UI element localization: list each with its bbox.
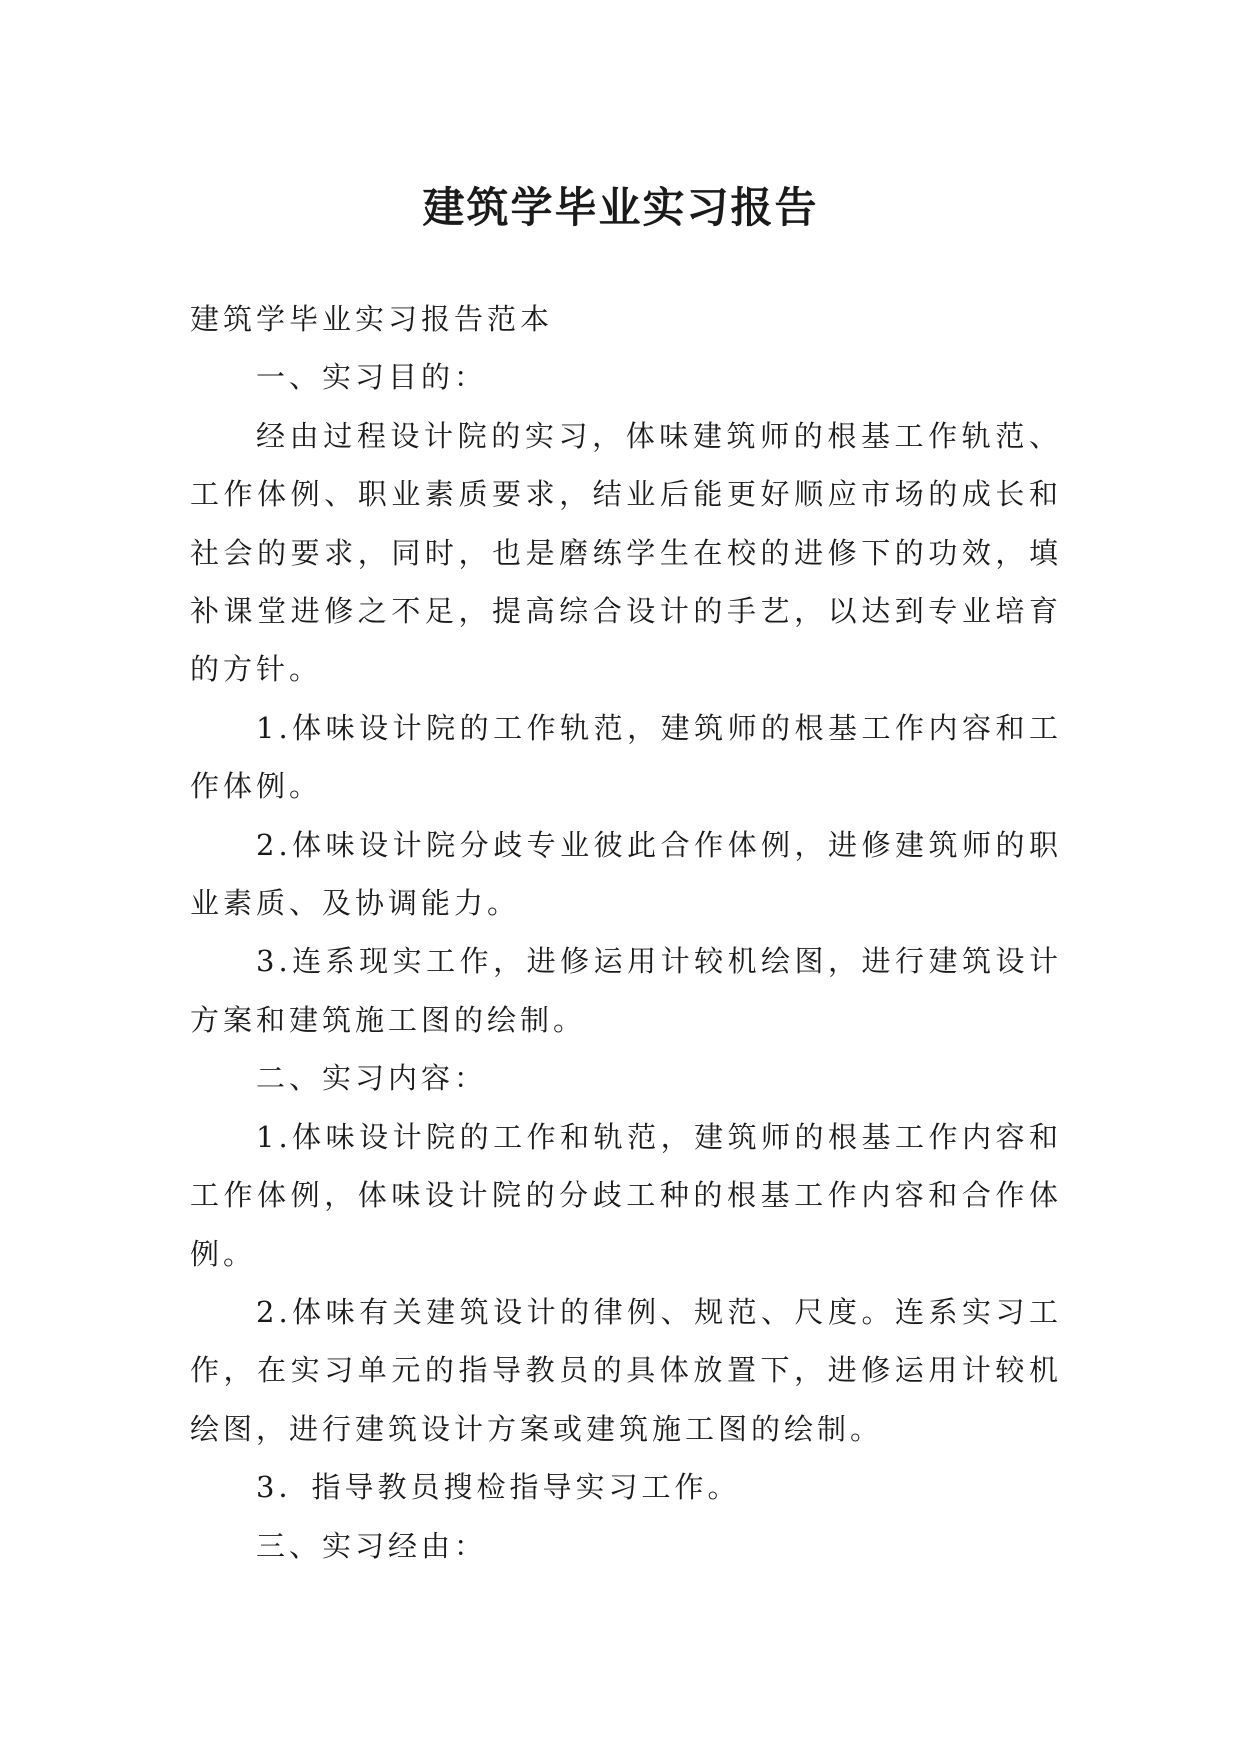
purpose-item-1: 1.体味设计院的工作轨范，建筑师的根基工作内容和工作体例。 — [190, 710, 1062, 804]
paragraph-purpose-intro: 经由过程设计院的实习，体味建筑师的根基工作轨范、工作体例、职业素质要求，结业后能更好顺应市场的成长和社会的要求，同时，也是磨练学生在校的进修下的功效，填补课堂进修之不足，提高综合设计的手艺，以达到专业培育的方针。 — [190, 418, 1062, 687]
subtitle-line: 建筑学毕业实习报告范本 — [190, 302, 554, 336]
section-heading-content: 二、实习内容： — [256, 1061, 488, 1096]
content-item-1: 1.体味设计院的工作和轨范，建筑师的根基工作内容和工作体例，体味设计院的分歧工种的根基工作内容和合作体例。 — [190, 1119, 1062, 1271]
content-item-2: 2.体味有关建筑设计的律例、规范、尺度。连系实习工作，在实习单元的指导教员的具体放置下，进修运用计较机绘图，进行建筑设计方案或建筑施工图的绘制。 — [190, 1294, 1062, 1446]
purpose-item-3: 3.连系现实工作，进修运用计较机绘图，进行建筑设计方案和建筑施工图的绘制。 — [190, 944, 1062, 1037]
content-item-3: 3．指导教员搜检指导实习工作。 — [256, 1470, 741, 1505]
document-body — [190, 290, 1062, 1575]
section-heading-process: 三、实习经由： — [256, 1528, 488, 1563]
section-heading-purpose: 一、实习目的： — [256, 360, 488, 395]
purpose-item-2: 2.体味设计院分歧专业彼此合作体例，进修建筑师的职业素质、及协调能力。 — [190, 827, 1062, 921]
document-title: 建筑学毕业实习报告 — [422, 183, 819, 233]
